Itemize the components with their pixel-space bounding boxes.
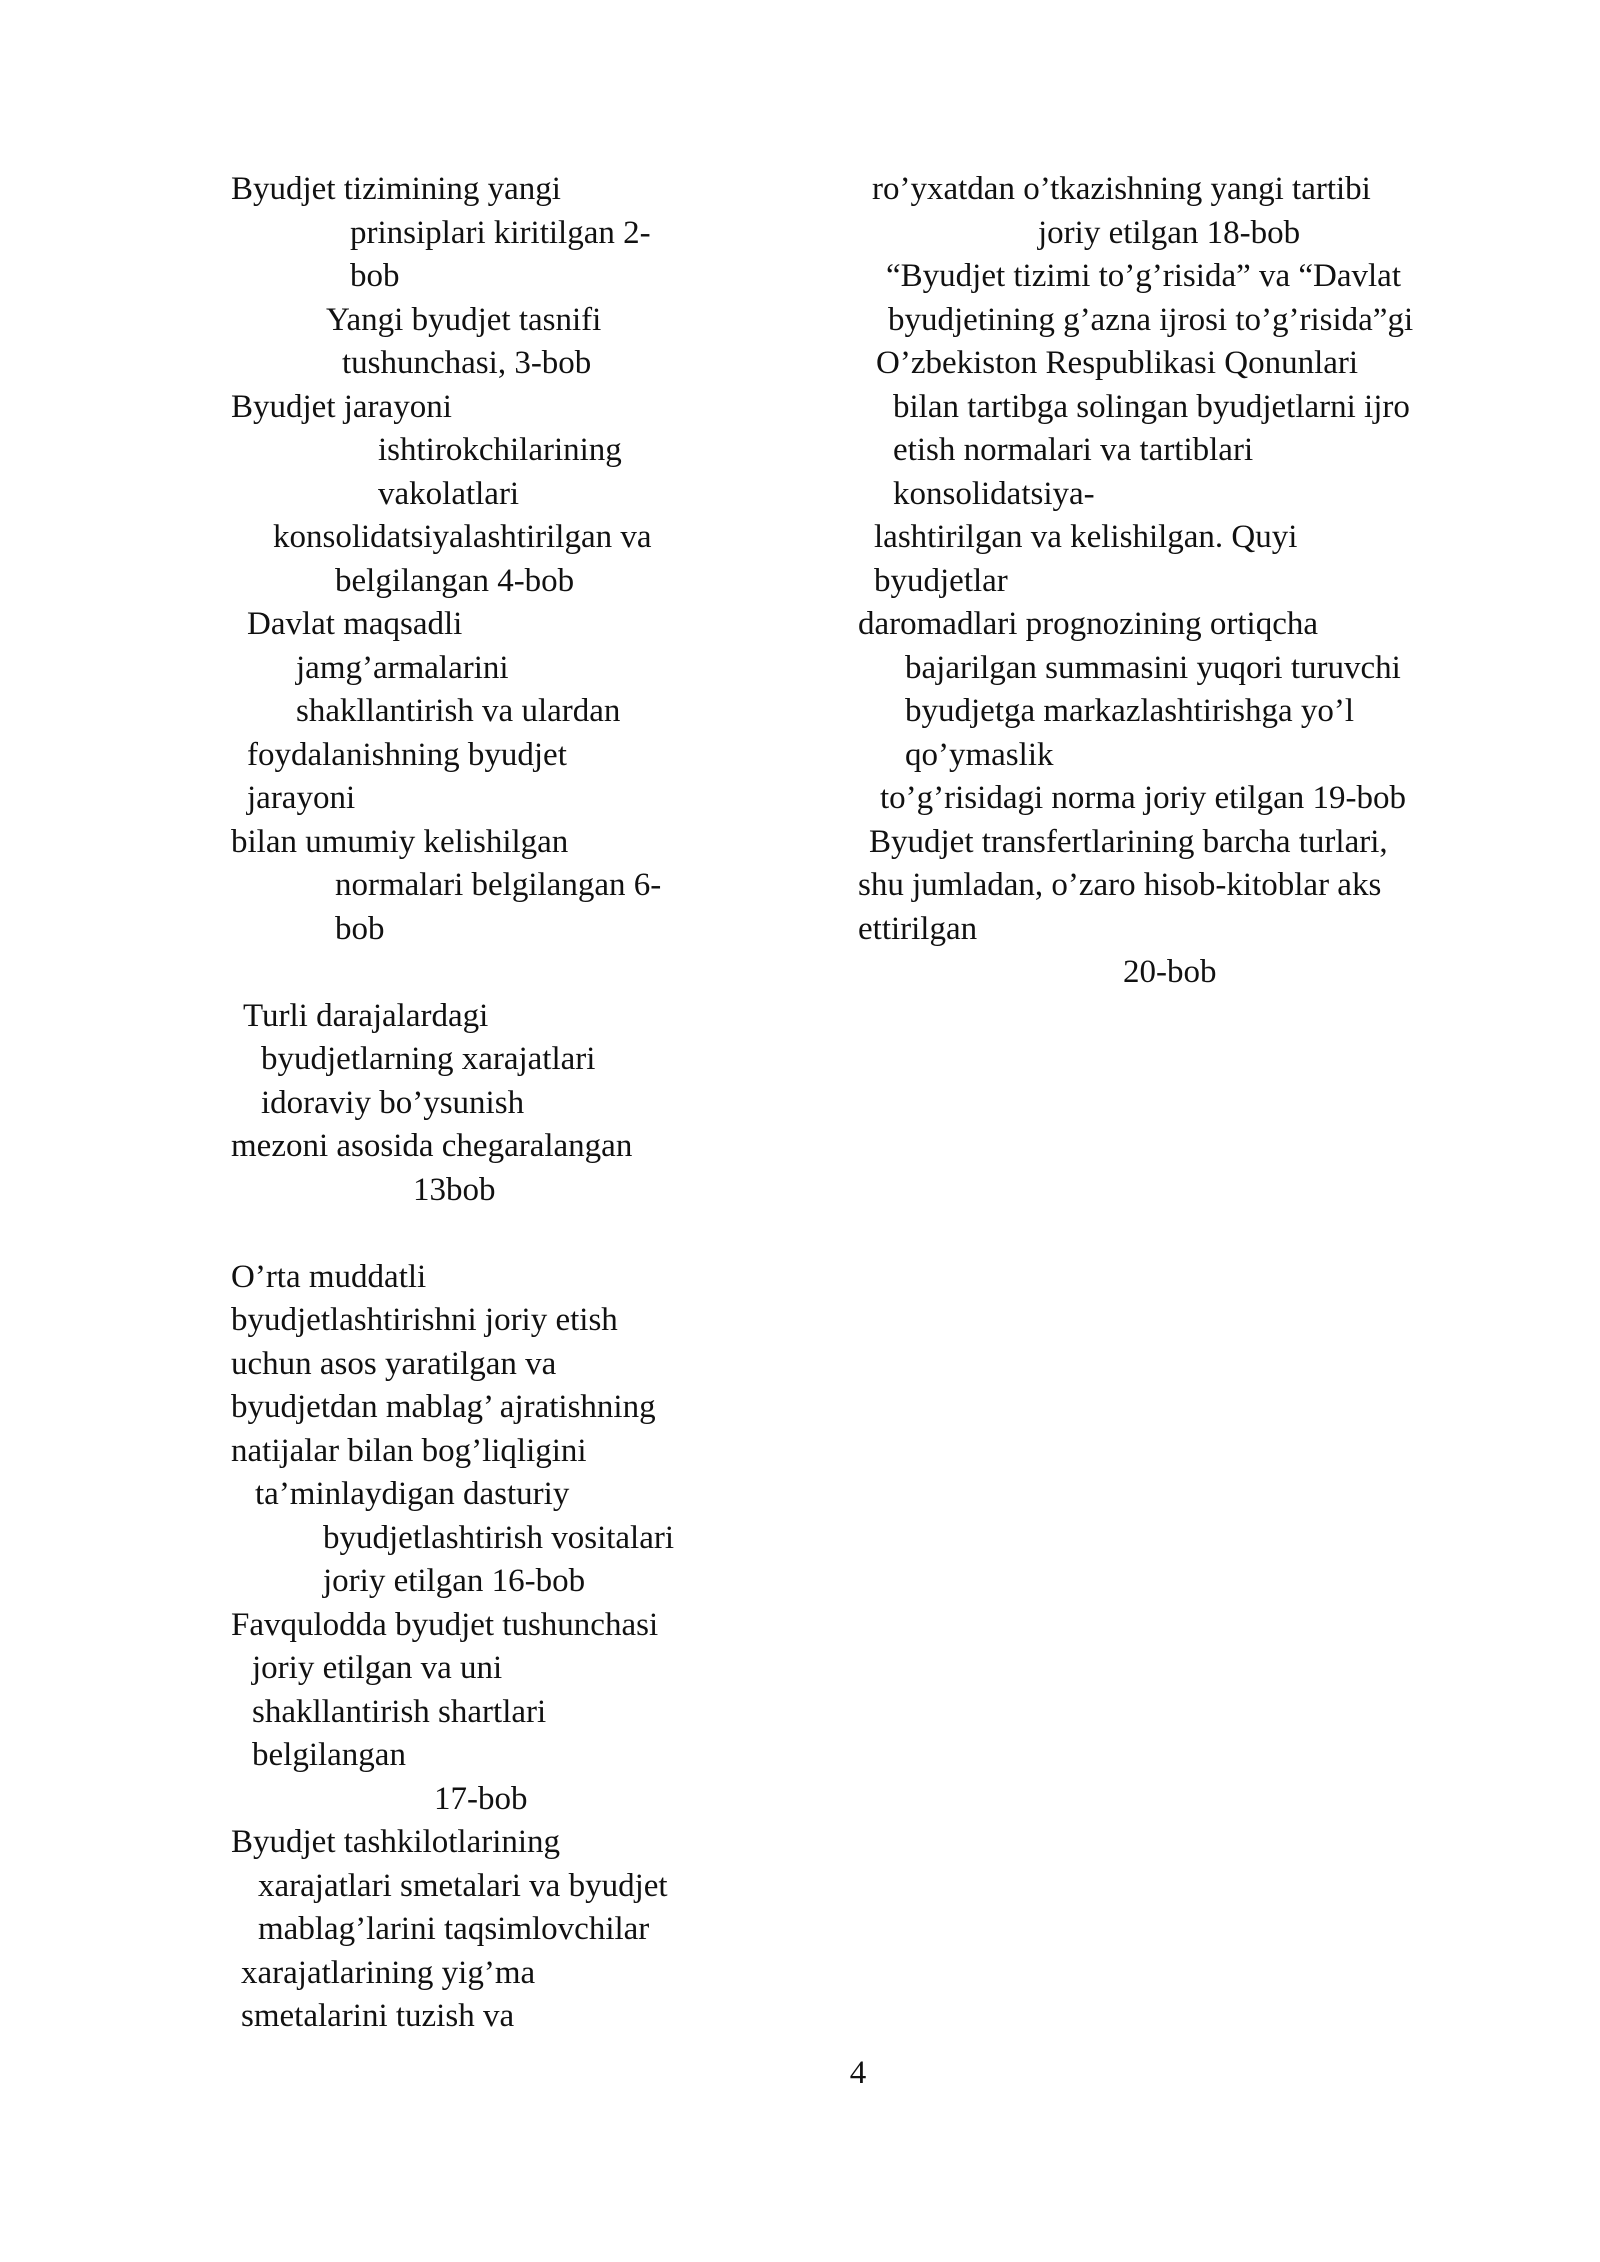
right-column — [858, 168, 1518, 995]
text-line: bilan umumiy kelishilgan — [231, 823, 569, 860]
text-line: Byudjet tizimining yangi — [231, 171, 561, 207]
text-line: byudjetlashtirishni joriy etish — [231, 1302, 618, 1338]
text-line: bob — [350, 258, 400, 294]
text-line: lashtirilgan va kelishilgan. Quyi — [874, 519, 1298, 555]
text-line: belgilangan — [252, 1737, 406, 1773]
text-line: ro’yxatdan o’tkazishning yangi tartibi — [872, 171, 1371, 207]
text-line: byudjetlashtirish vositalari — [323, 1519, 675, 1556]
text-line: jamg’armalarini — [296, 649, 509, 686]
text-line: konsolidatsiya- — [893, 475, 1095, 512]
text-line: Yangi byudjet tasnifi — [326, 301, 602, 338]
text-line: smetalarini tuzish va — [241, 1998, 515, 2034]
text-line: foydalanishning byudjet — [247, 736, 567, 773]
text-line: bob — [335, 910, 385, 947]
text-line: Byudjet tashkilotlarining — [231, 1824, 561, 1860]
left-column — [231, 168, 791, 2039]
text-line: tushunchasi, 3-bob — [342, 345, 592, 381]
text-line: ta’minlaydigan dasturiy — [255, 1476, 570, 1512]
text-line: ettirilgan — [858, 910, 978, 947]
text-line: normalari belgilangan 6- — [335, 867, 662, 903]
text-line: 17-bob — [434, 1780, 528, 1817]
text-line: vakolatlari — [378, 475, 520, 512]
text-line: Byudjet jarayoni — [231, 388, 452, 425]
text-line: Byudjet transfertlarining barcha turlari, — [869, 823, 1388, 860]
text-line: qo’ymaslik — [905, 736, 1054, 773]
text-line: shakllantirish va ulardan — [296, 693, 621, 729]
text-line: jarayoni — [247, 780, 356, 816]
text-line: xarajatlari smetalari va byudjet — [258, 1867, 668, 1904]
text-line: 20-bob — [1123, 954, 1217, 990]
page-number: 4 — [849, 2055, 867, 2091]
text-line: mezoni asosida chegaralangan — [231, 1128, 633, 1164]
text-line: mablag’larini taqsimlovchilar — [258, 1911, 650, 1947]
text-line: byudjetlar — [874, 562, 1008, 599]
text-line: byudjetlarning xarajatlari — [261, 1041, 596, 1077]
text-line: bilan tartibga solingan byudjetlarni ijro — [893, 388, 1410, 425]
text-line: Turli darajalardagi — [243, 997, 489, 1034]
text-line: belgilangan 4-bob — [335, 562, 575, 599]
text-line: uchun asos yaratilgan va — [231, 1345, 557, 1382]
text-line: bajarilgan summasini yuqori turuvchi — [905, 649, 1401, 686]
text-line: prinsiplari kiritilgan 2- — [350, 214, 651, 251]
text-line: shakllantirish shartlari — [252, 1693, 547, 1730]
text-line: konsolidatsiyalashtirilgan va — [273, 519, 652, 555]
text-line: Davlat maqsadli — [247, 606, 463, 642]
text-line: to’g’risidagi norma joriy etilgan 19-bob — [880, 780, 1407, 816]
text-line: idoraviy bo’ysunish — [261, 1084, 525, 1121]
text-line: byudjetining g’azna ijrosi to’g’risida”gi — [888, 301, 1414, 338]
text-line: “Byudjet tizimi to’g’risida” va “Davlat — [886, 258, 1401, 294]
text-line: joriy etilgan 18-bob — [1038, 214, 1301, 251]
text-line: O’rta muddatli — [231, 1258, 427, 1295]
text-line: natijalar bilan bog’liqligini — [231, 1432, 587, 1469]
text-line: 13bob — [413, 1171, 496, 1208]
blank-line — [231, 1212, 791, 1256]
text-line: etish normalari va tartiblari — [893, 432, 1254, 468]
text-line: Favqulodda byudjet tushunchasi — [231, 1606, 659, 1643]
text-line: joriy etilgan va uni — [252, 1650, 503, 1686]
text-line: ishtirokchilarining — [378, 432, 622, 468]
text-line: shu jumladan, o’zaro hisob-kitoblar aks — [858, 867, 1382, 903]
text-line: joriy etilgan 16-bob — [323, 1563, 586, 1599]
blank-line — [231, 951, 791, 995]
text-line: xarajatlarining yig’ma — [241, 1954, 536, 1991]
text-line: byudjetdan mablag’ ajratishning — [231, 1389, 656, 1425]
text-line: O’zbekiston Respublikasi Qonunlari — [876, 345, 1359, 381]
text-line: daromadlari prognozining ortiqcha — [858, 606, 1319, 642]
text-line: byudjetga markazlashtirishga yo’l — [905, 693, 1355, 729]
